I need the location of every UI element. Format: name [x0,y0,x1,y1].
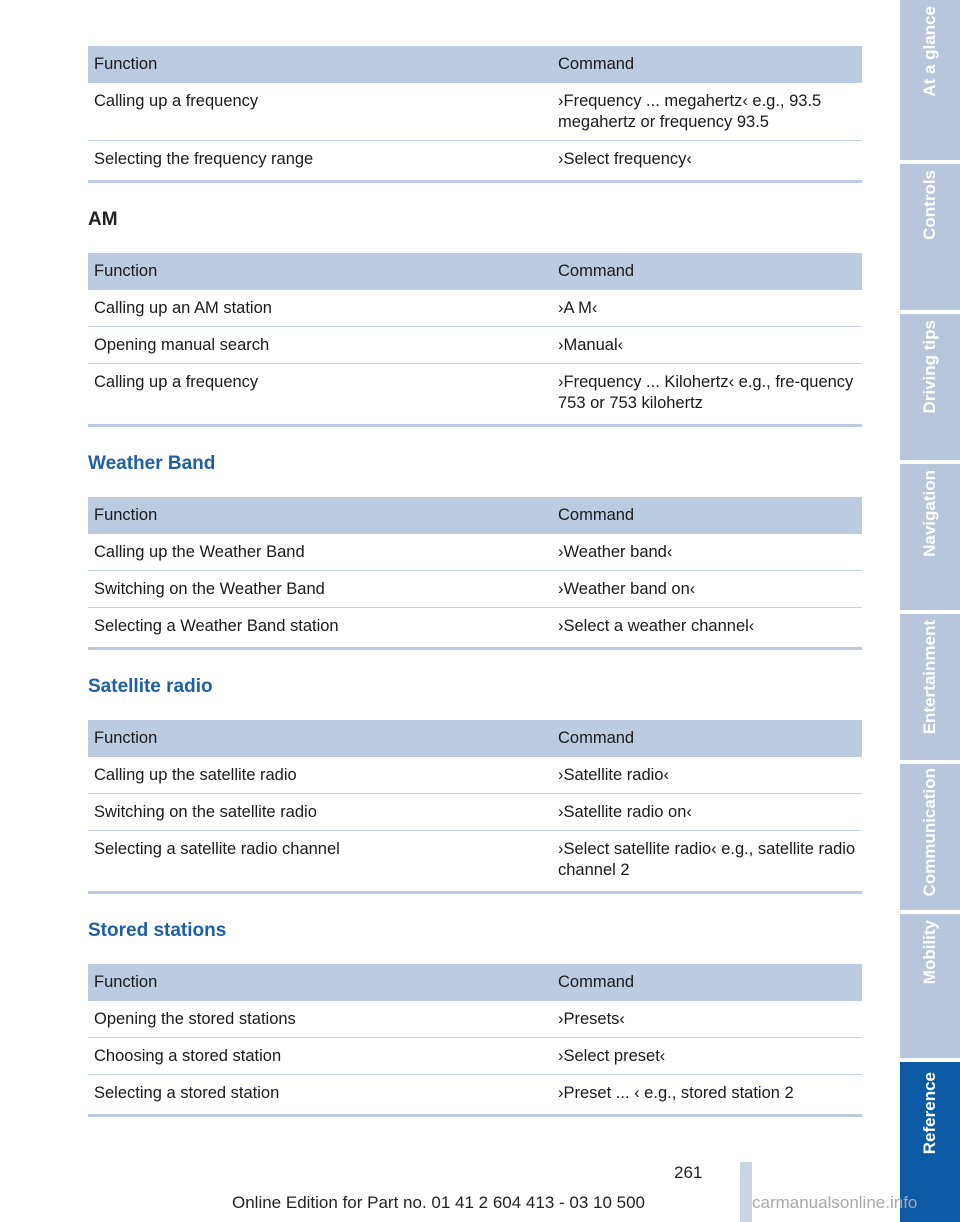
section-title-stored-stations: Stored stations [88,920,227,941]
table-row [88,831,862,893]
table-header-row [88,964,862,1001]
table-row [88,1001,862,1038]
command-cell: ›Satellite radio on‹ [552,794,862,831]
chapter-tab-sidebar [900,0,960,1222]
function-cell: Opening manual search [88,327,552,364]
column-header-command: Command [552,964,862,1001]
tab-mobility[interactable] [900,914,960,1058]
watermark: carmanualsonline.info [752,1193,918,1212]
section-title-satellite-radio: Satellite radio [88,676,213,697]
function-cell: Calling up the Weather Band [88,534,552,571]
section-title-am: AM [88,209,118,230]
weather-band-command-table [88,497,862,650]
command-cell: ›Frequency ... megahertz‹ e.g., 93.5 megahertz or frequency 93.5 [552,83,862,141]
tab-communication[interactable] [900,764,960,910]
table-row [88,1038,862,1075]
command-cell: ›Weather band‹ [552,534,862,571]
am-command-table [88,253,862,427]
tab-label: Controls [920,170,939,240]
tab-label: Navigation [920,470,939,557]
tab-label: Driving tips [920,320,939,414]
command-cell: ›A M‹ [552,290,862,327]
table-row [88,327,862,364]
command-cell: ›Manual‹ [552,327,862,364]
edition-footer: Online Edition for Part no. 01 41 2 604 413 - 03 10 500 [232,1193,646,1212]
table-row [88,290,862,327]
command-cell: ›Select a weather channel‹ [552,608,862,649]
tab-label: Reference [920,1072,939,1155]
function-cell: Calling up an AM station [88,290,552,327]
tab-label: At a glance [920,6,939,97]
command-cell: ›Select satellite radio‹ e.g., satellite radio channel 2 [552,831,862,893]
tab-navigation[interactable] [900,464,960,610]
command-cell: ›Satellite radio‹ [552,757,862,794]
command-cell: ›Presets‹ [552,1001,862,1038]
fm-command-table [88,46,862,183]
table-row [88,141,862,182]
command-cell: ›Frequency ... Kilohertz‹ e.g., fre-quency 753 or 753 kilohertz [552,364,862,426]
tab-controls[interactable] [900,164,960,310]
column-header-command: Command [552,720,862,757]
function-cell: Choosing a stored station [88,1038,552,1075]
stored-stations-command-table [88,964,862,1117]
column-header-function: Function [88,253,552,290]
function-cell: Selecting the frequency range [88,141,552,182]
table-row [88,83,862,141]
column-header-command: Command [552,253,862,290]
page-number-bar [740,1162,752,1222]
function-cell: Switching on the satellite radio [88,794,552,831]
tab-label: Entertainment [920,620,939,735]
tab-label: Mobility [920,920,939,985]
page-number: 261 [674,1163,703,1182]
function-cell: Selecting a stored station [88,1075,552,1116]
column-header-command: Command [552,497,862,534]
column-header-function: Function [88,964,552,1001]
table-row [88,571,862,608]
table-header-row [88,497,862,534]
table-row [88,534,862,571]
tab-label: Communication [920,768,939,897]
table-row [88,608,862,649]
command-cell: ›Select preset‹ [552,1038,862,1075]
column-header-function: Function [88,497,552,534]
column-header-function: Function [88,720,552,757]
function-cell: Calling up the satellite radio [88,757,552,794]
table-header-row [88,720,862,757]
table-row [88,757,862,794]
function-cell: Selecting a satellite radio channel [88,831,552,893]
table-header-row [88,253,862,290]
command-cell: ›Weather band on‹ [552,571,862,608]
column-header-function: Function [88,46,552,83]
tab-driving-tips[interactable] [900,314,960,460]
command-cell: ›Select frequency‹ [552,141,862,182]
table-row [88,1075,862,1116]
function-cell: Selecting a Weather Band station [88,608,552,649]
function-cell: Switching on the Weather Band [88,571,552,608]
table-row [88,794,862,831]
tab-at-a-glance[interactable] [900,0,960,160]
table-header-row [88,46,862,83]
function-cell: Opening the stored stations [88,1001,552,1038]
command-cell: ›Preset ... ‹ e.g., stored station 2 [552,1075,862,1116]
main-content [88,46,862,1117]
function-cell: Calling up a frequency [88,364,552,426]
section-title-weather-band: Weather Band [88,453,216,474]
function-cell: Calling up a frequency [88,83,552,141]
tab-entertainment[interactable] [900,614,960,760]
column-header-command: Command [552,46,862,83]
satellite-radio-command-table [88,720,862,894]
table-row [88,364,862,426]
